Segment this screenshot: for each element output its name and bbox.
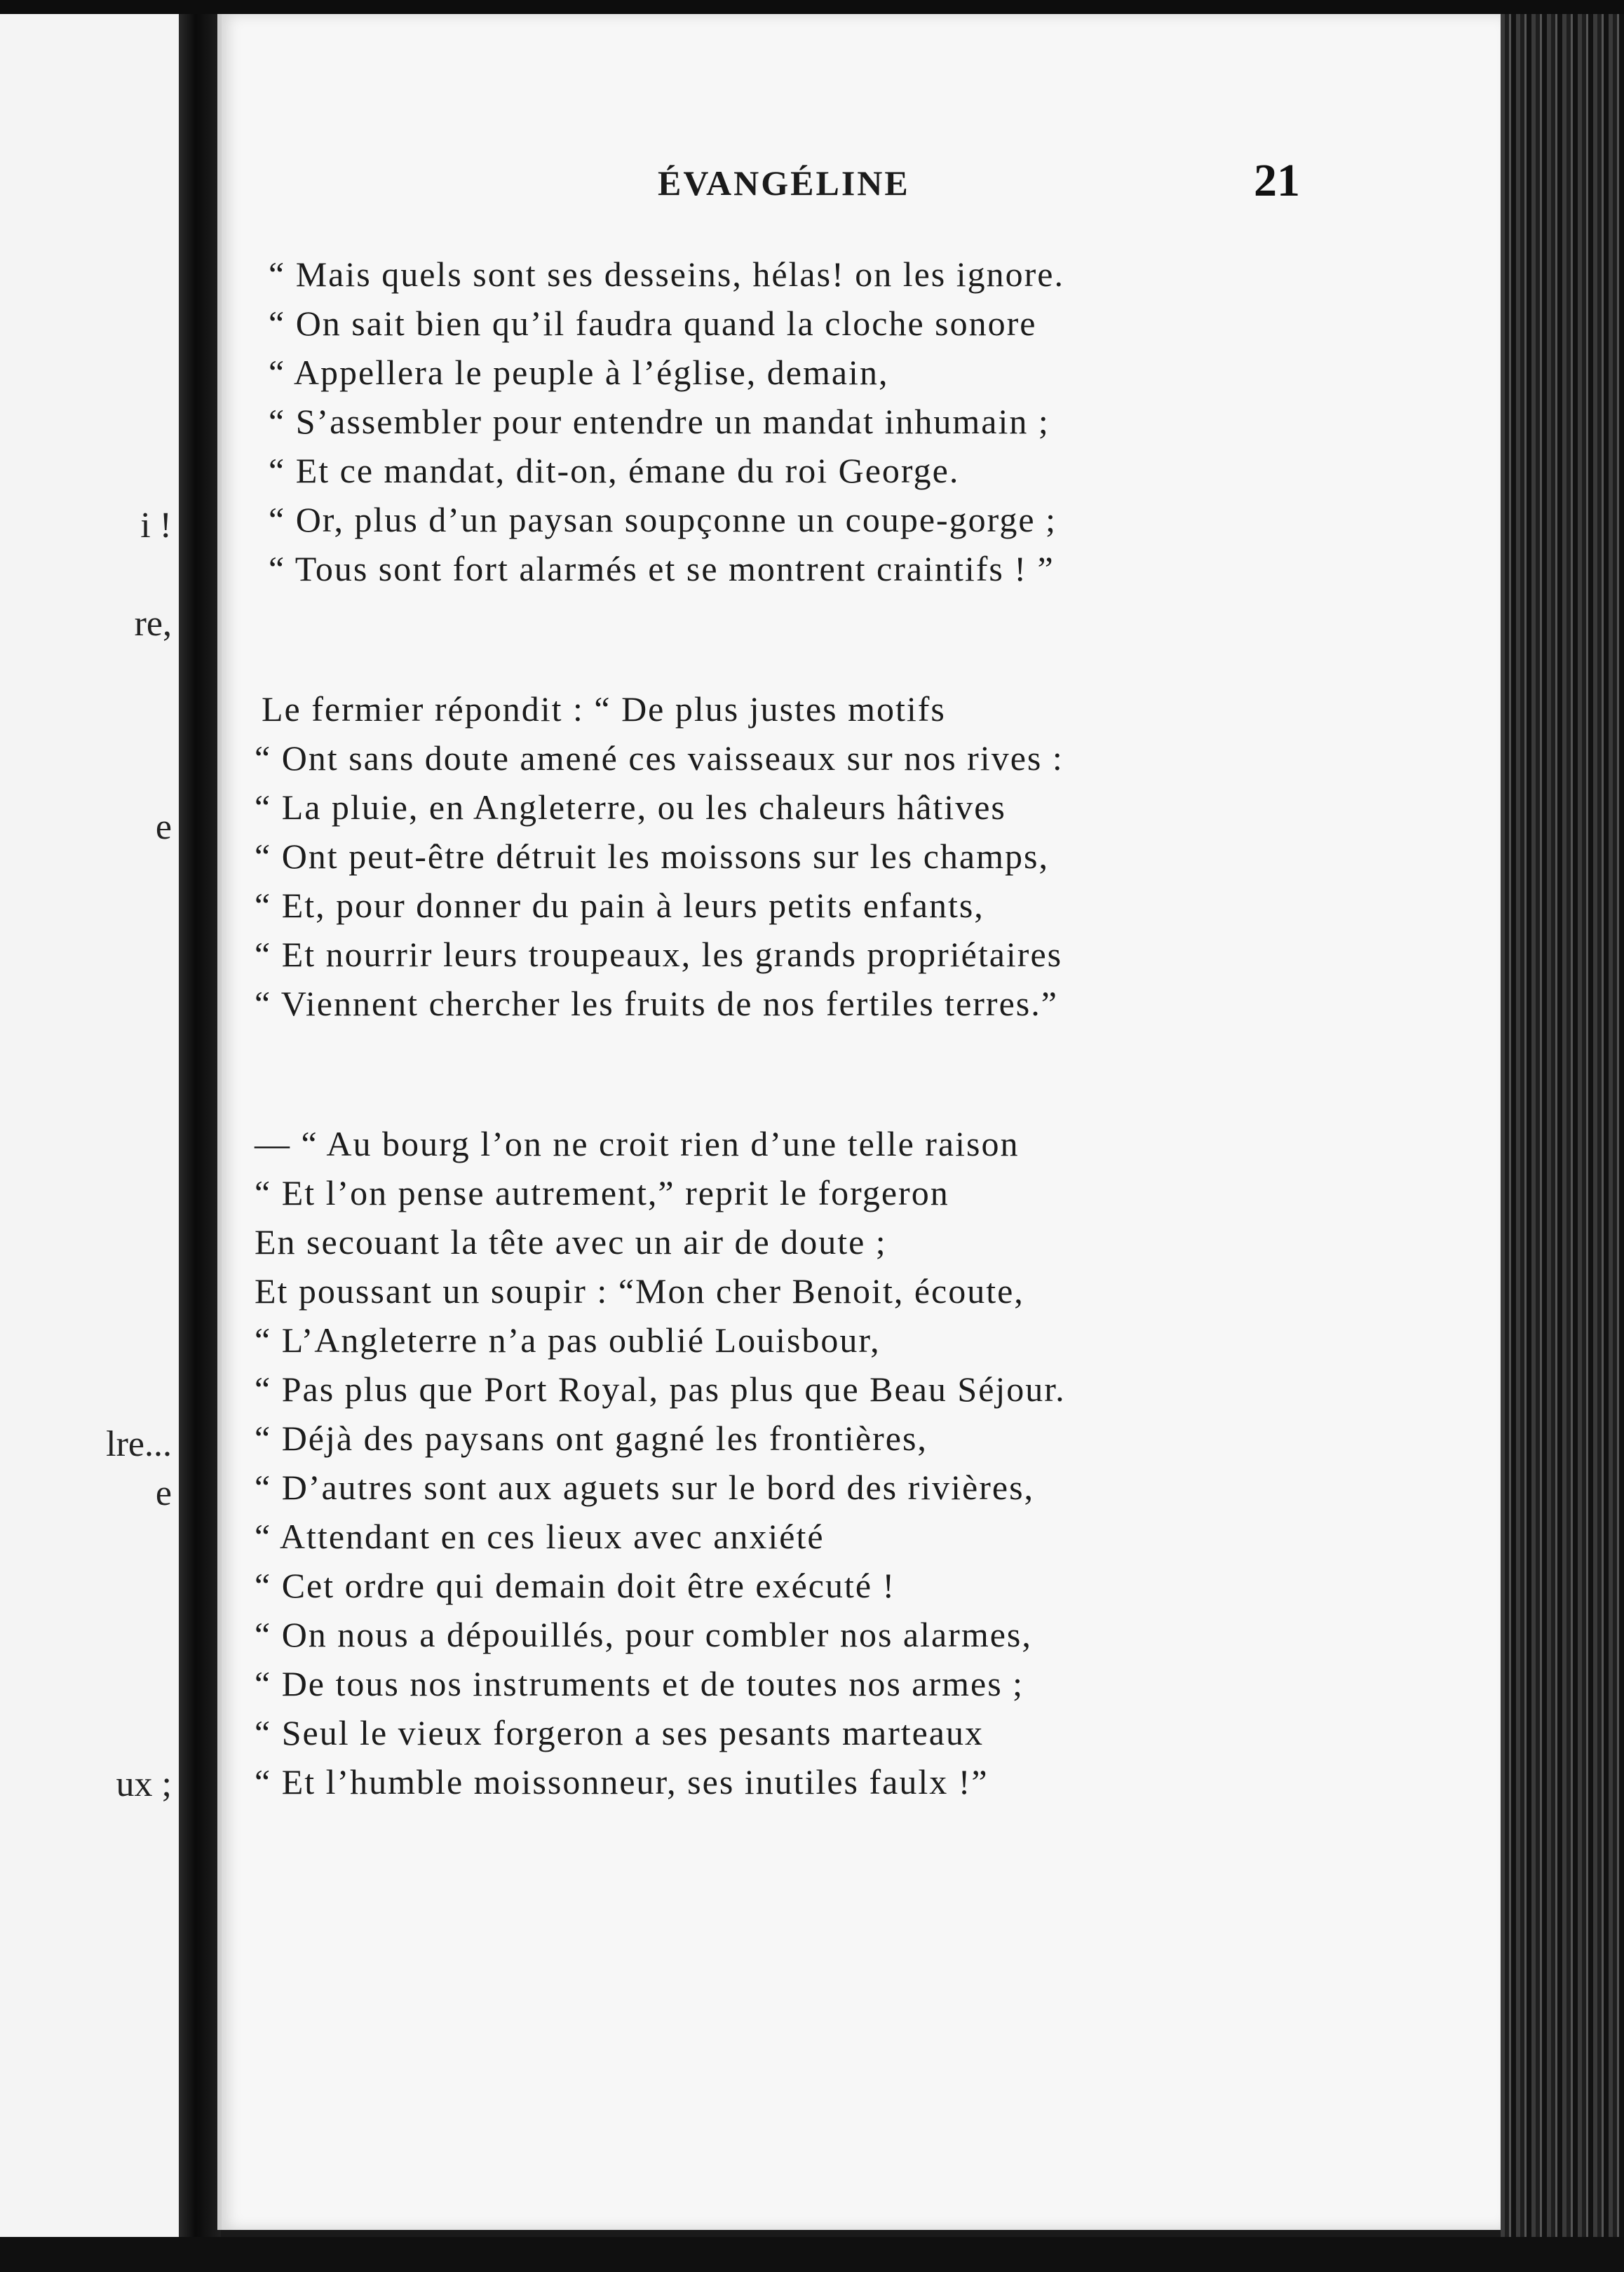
verse-line: En secouant la tête avec un air de doute ; xyxy=(255,1222,887,1262)
verse-line: “ Et nourrir leurs troupeaux, les grands propriétaires xyxy=(255,935,1063,974)
verse-line: “ De tous nos instruments et de toutes nos armes ; xyxy=(255,1664,1024,1703)
verse-line: “ Et, pour donner du pain à leurs petits enfants, xyxy=(255,886,984,925)
facing-page-fragment: e xyxy=(155,807,172,847)
facing-page-fragment: i ! xyxy=(140,506,172,546)
verse-line: — “ Au bourg l’on ne croit rien d’une telle raison xyxy=(255,1124,1020,1163)
verse-line: “ Pas plus que Port Royal, pas plus que Beau Séjour. xyxy=(255,1370,1066,1409)
verse-line: “ Ont peut-être détruit les moissons sur les champs, xyxy=(255,837,1049,876)
verse-line: Le fermier répondit : “ De plus justes motifs xyxy=(262,689,946,729)
verse-line: “ Seul le vieux forgeron a ses pesants marteaux xyxy=(255,1713,984,1752)
page-stack-edge xyxy=(1501,14,1624,2244)
scan-top-border xyxy=(0,0,1624,14)
book-gutter xyxy=(179,14,221,2244)
verse-line: “ Or, plus d’un paysan soupçonne un coupe-gorge ; xyxy=(269,500,1057,539)
verse-line: “ Et l’on pense autrement,” reprit le forgeron xyxy=(255,1173,949,1212)
facing-page-fragment: re, xyxy=(134,604,172,644)
verse-line: “ Appellera le peuple à l’église, demain, xyxy=(269,353,889,392)
verse-line: “ Ont sans doute amené ces vaisseaux sur nos rives : xyxy=(255,738,1064,778)
verse-line: Et poussant un soupir : “Mon cher Benoit, écoute, xyxy=(255,1271,1024,1311)
verse-line: “ Attendant en ces lieux avec anxiété xyxy=(255,1517,825,1556)
verse-line: “ D’autres sont aux aguets sur le bord des rivières, xyxy=(255,1468,1035,1507)
facing-page-fragment: ux ; xyxy=(116,1764,172,1804)
verse-line: “ Et ce mandat, dit-on, émane du roi George. xyxy=(269,451,960,490)
verse-line: “ Cet ordre qui demain doit être exécuté ! xyxy=(255,1566,896,1605)
verse-line: “ La pluie, en Angleterre, ou les chaleurs hâtives xyxy=(255,787,1006,827)
verse-line: “ Déjà des paysans ont gagné les frontières, xyxy=(255,1419,928,1458)
verse-line: “ On sait bien qu’il faudra quand la cloche sonore xyxy=(269,304,1037,343)
page-number: 21 xyxy=(1254,155,1300,206)
verse-line: “ Viennent chercher les fruits de nos fertiles terres.” xyxy=(255,984,1058,1023)
scan-bottom-border xyxy=(0,2237,1624,2272)
facing-page-edge xyxy=(0,14,179,2244)
running-header: ÉVANGÉLINE xyxy=(658,163,910,203)
verse-line: “ On nous a dépouillés, pour combler nos alarmes, xyxy=(255,1615,1032,1654)
facing-page-fragment: e xyxy=(155,1473,172,1513)
verse-line: “ Mais quels sont ses desseins, hélas! on les ignore. xyxy=(269,255,1065,294)
verse-line: “ Tous sont fort alarmés et se montrent craintifs ! ” xyxy=(269,549,1055,588)
book-page xyxy=(217,14,1505,2230)
verse-line: “ L’Angleterre n’a pas oublié Louisbour, xyxy=(255,1320,881,1360)
verse-line: “ Et l’humble moissonneur, ses inutiles faulx !” xyxy=(255,1762,989,1801)
verse-line: “ S’assembler pour entendre un mandat inhumain ; xyxy=(269,402,1050,441)
facing-page-fragment: lre... xyxy=(106,1424,172,1464)
